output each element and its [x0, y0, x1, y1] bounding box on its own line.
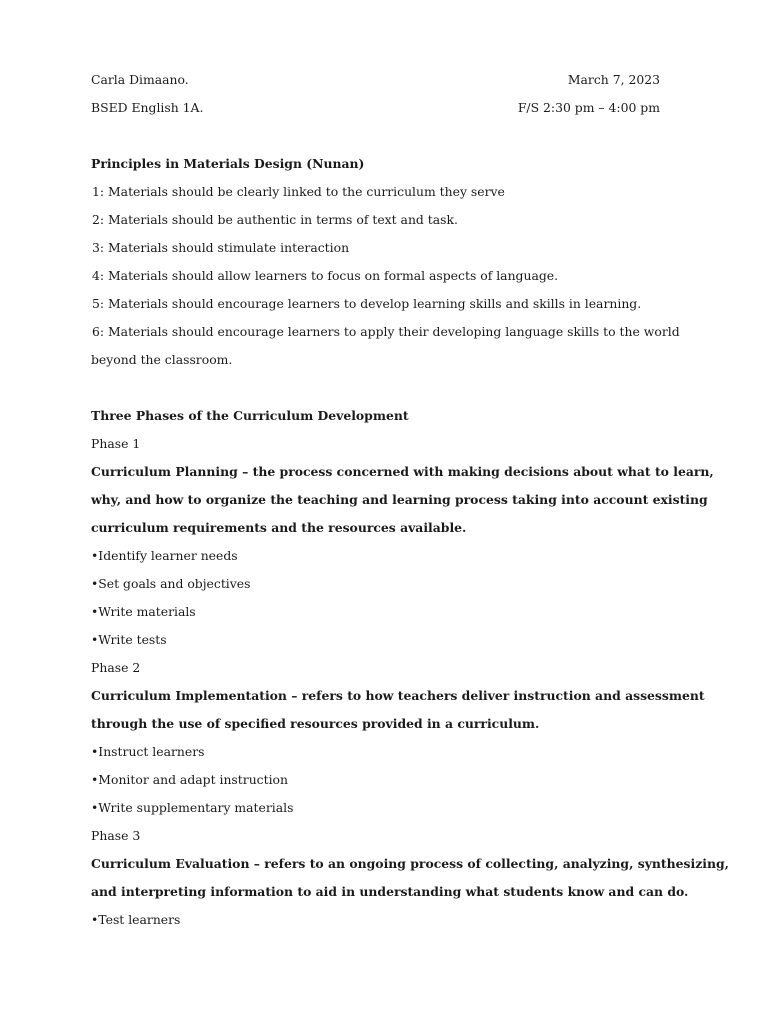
- phase-definition-line: through the use of specified resources provided in a curriculum.: [91, 716, 540, 731]
- document-date: March 7, 2023: [567, 72, 660, 87]
- phase-definition-line: and interpreting information to aid in understanding what students know and can do.: [91, 884, 689, 899]
- phase-definition-line: curriculum requirements and the resources available.: [91, 520, 467, 535]
- bullet-item: •Test learners: [91, 912, 181, 927]
- bullet-item: •Write supplementary materials: [91, 800, 294, 815]
- student-name: Carla Dimaano.: [91, 72, 189, 87]
- bullet-item: •Monitor and adapt instruction: [91, 772, 288, 787]
- principle-item: 4: Materials should allow learners to focus on formal aspects of language.: [92, 268, 559, 283]
- phase-label: Phase 3: [91, 828, 141, 843]
- phase-definition-line: Curriculum Implementation – refers to how teachers deliver instruction and assessment: [91, 688, 705, 703]
- phase-label: Phase 2: [91, 660, 141, 675]
- principle-item: 6: Materials should encourage learners to apply their developing language skills to the world: [92, 324, 680, 339]
- phase-definition-line: Curriculum Evaluation – refers to an ongoing process of collecting, analyzing, synthesizing,: [91, 856, 729, 871]
- phase-definition-line: Curriculum Planning – the process concerned with making decisions about what to learn,: [91, 464, 714, 479]
- principle-item: 1: Materials should be clearly linked to the curriculum they serve: [92, 184, 505, 199]
- bullet-item: •Identify learner needs: [91, 548, 238, 563]
- principles-heading: Principles in Materials Design (Nunan): [91, 156, 365, 171]
- principle-item-continuation: beyond the classroom.: [91, 352, 233, 367]
- principle-item: 3: Materials should stimulate interaction: [92, 240, 350, 255]
- principle-item: 2: Materials should be authentic in terms of text and task.: [92, 212, 458, 227]
- class-schedule: F/S 2:30 pm – 4:00 pm: [517, 100, 660, 115]
- bullet-item: •Instruct learners: [91, 744, 205, 759]
- bullet-item: •Write tests: [91, 632, 167, 647]
- bullet-item: •Set goals and objectives: [91, 576, 251, 591]
- bullet-item: •Write materials: [91, 604, 196, 619]
- class-section: BSED English 1A.: [91, 100, 204, 115]
- phases-heading: Three Phases of the Curriculum Development: [91, 408, 409, 423]
- principle-item: 5: Materials should encourage learners to develop learning skills and skills in learning.: [92, 296, 642, 311]
- phase-definition-line: why, and how to organize the teaching and learning process taking into account existing: [91, 492, 708, 507]
- phase-label: Phase 1: [91, 436, 141, 451]
